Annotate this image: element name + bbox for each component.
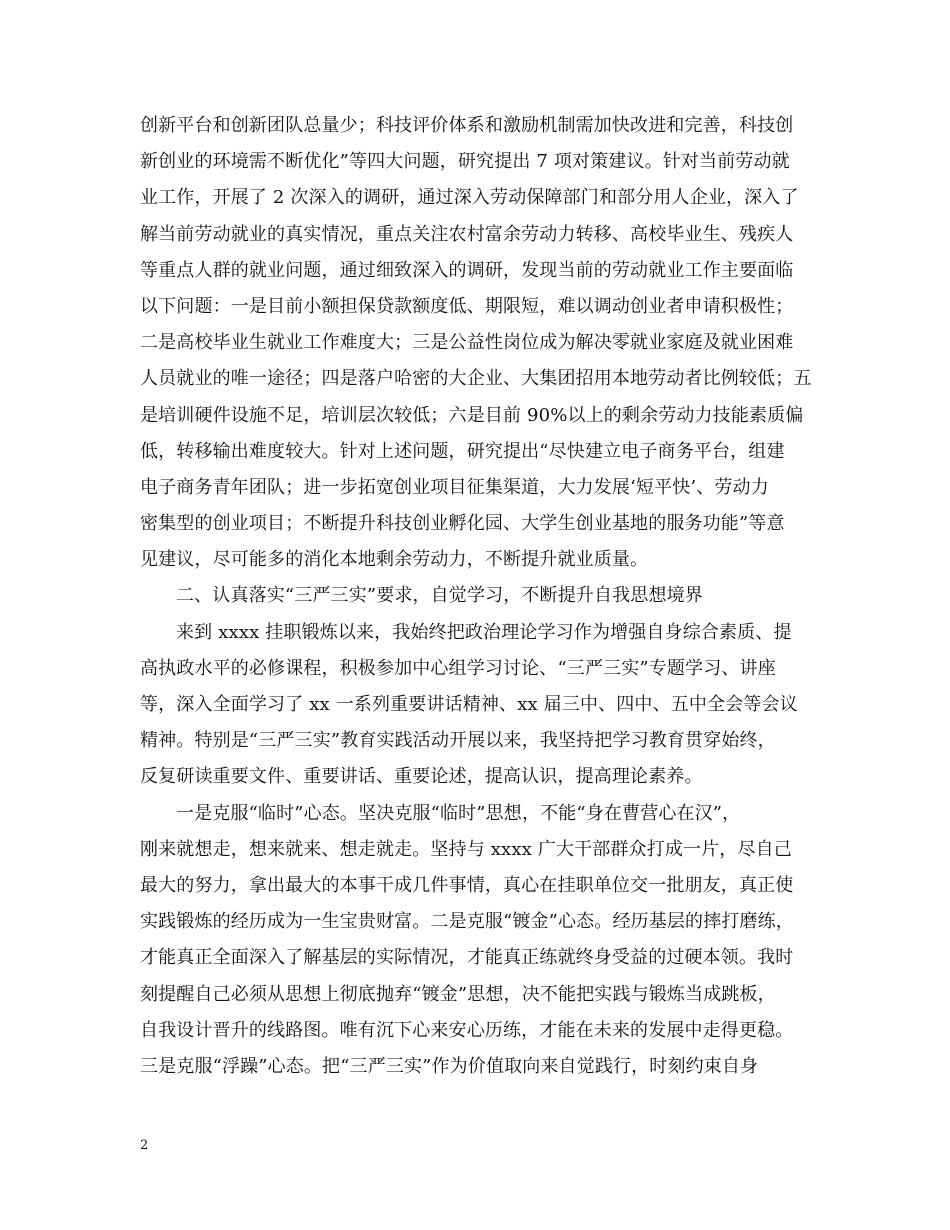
text-line: 是培训硬件设施不足，培训层次较低；六是目前 90%以上的剩余劳动力技能素质偏 bbox=[140, 404, 804, 426]
text-line: 密集型的创业项目；不断提升科技创业孵化园、大学生创业基地的服务功能”等意 bbox=[140, 513, 785, 535]
text-line: 二、认真落实“三严三实”要求，自觉学习，不断提升自我思想境界 bbox=[176, 585, 703, 607]
text-line: 精神。特别是“三严三实”教育实践活动开展以来，我坚持把学习教育贯穿始终， bbox=[140, 730, 776, 752]
text-line: 最大的努力，拿出最大的本事干成几件事情，真心在挂职单位交一批朋友，真正使 bbox=[140, 874, 794, 896]
body-text bbox=[140, 108, 820, 1085]
text-line: 刻提醒自己必须从思想上彻底抛弃“镀金”思想，决不能把实践与锻炼当成跳板， bbox=[140, 983, 776, 1005]
text-line: 来到 xxxx 挂职锻炼以来，我始终把政治理论学习作为增强自身综合素质、提 bbox=[176, 621, 792, 643]
text-line: 见建议，尽可能多的消化本地剩余劳动力，不断提升就业质量。 bbox=[140, 549, 649, 571]
text-line: 电子商务青年团队；进一步拓宽创业项目征集渠道，大力发展‘短平快’、劳动力 bbox=[140, 476, 769, 498]
text-line: 自我设计晋升的线路图。唯有沉下心来安心历练，才能在未来的发展中走得更稳。 bbox=[140, 1019, 794, 1041]
text-line: 高执政水平的必修课程，积极参加中心组学习讨论、“三严三实”专题学习、讲座 bbox=[140, 657, 776, 679]
page-number: 2 bbox=[140, 1138, 149, 1153]
text-line: 实践锻炼的经历成为一生宝贵财富。二是克服“镀金”心态。经历基层的摔打磨练， bbox=[140, 911, 794, 933]
text-line: 才能真正全面深入了解基层的实际情况，才能真正练就终身受益的过硬本领。我时 bbox=[140, 947, 794, 969]
text-line: 低，转移输出难度较大。针对上述问题，研究提出“尽快建立电子商务平台，组建 bbox=[140, 440, 785, 462]
text-line: 等重点人群的就业问题，通过细致深入的调研，发现当前的劳动就业工作主要面临 bbox=[140, 259, 794, 281]
text-line: 二是高校毕业生就业工作难度大；三是公益性岗位成为解决零就业家庭及就业困难 bbox=[140, 332, 794, 354]
text-line: 一是克服“临时”心态。坚决克服“临时”思想，不能“身在曹营心在汉”， bbox=[176, 802, 741, 824]
text-line: 新创业的环境需不断优化”等四大问题，研究提出 7 项对策建议。针对当前劳动就 bbox=[140, 151, 790, 173]
text-line: 刚来就想走，想来就来、想走就走。坚持与 xxxx 广大干部群众打成一片，尽自己 bbox=[140, 838, 792, 860]
text-line: 以下问题：一是目前小额担保贷款额度低、期限短，难以调动创业者申请积极性； bbox=[140, 295, 794, 317]
text-line: 三是克服“浮躁”心态。把“三严三实”作为价值取向来自觉践行，时刻约束自身 bbox=[140, 1055, 759, 1077]
text-line: 等，深入全面学习了 xx 一系列重要讲话精神、xx 届三中、四中、五中全会等会议 bbox=[140, 694, 798, 715]
text-line: 业工作，开展了 2 次深入的调研，通过深入劳动保障部门和部分用人企业，深入了 bbox=[140, 187, 799, 209]
text-line: 反复研读重要文件、重要讲话、重要论述，提高认识，提高理论素养。 bbox=[140, 766, 703, 788]
text-line: 创新平台和创新团队总量少；科技评价体系和激励机制需加快改进和完善，科技创 bbox=[140, 115, 794, 136]
text-line: 人员就业的唯一途径；四是落户哈密的大企业、大集团招用本地劳动者比例较低；五 bbox=[140, 368, 812, 390]
text-line: 解当前劳动就业的真实情况，重点关注农村富余劳动力转移、高校毕业生、残疾人 bbox=[140, 223, 794, 245]
